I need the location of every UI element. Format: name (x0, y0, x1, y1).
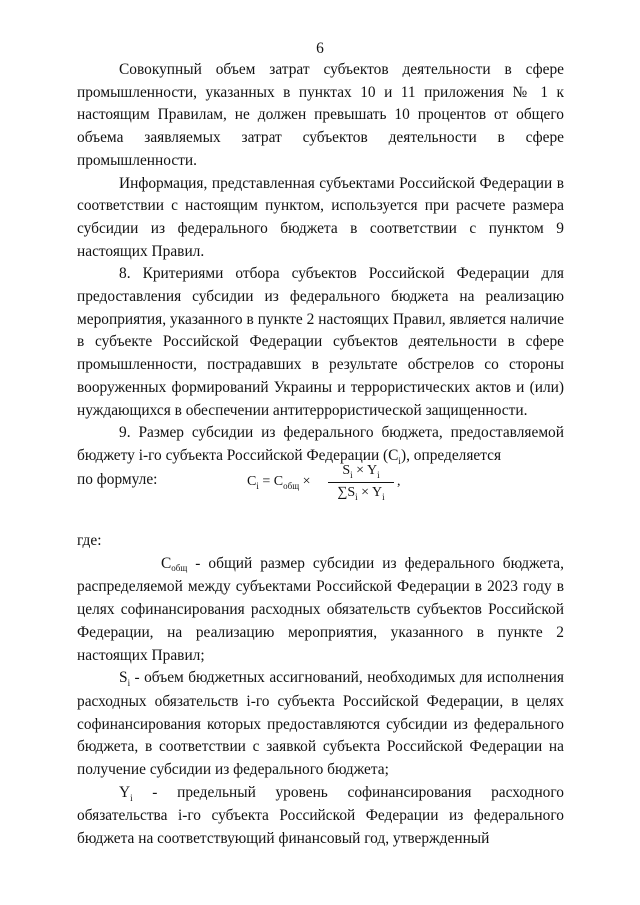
definition-y-i-subscript: i (130, 792, 133, 803)
formula-sigma: ∑ (337, 485, 348, 500)
paragraph-total-costs: Совокупный объем затрат субъектов деятельности в сфере промышленности, указанных в пунктах 10 и 11 приложения № 1 к настоящим Правилам, не должен превышать 10 процентов от общего объема заявляемых затрат субъектов деятельности в сфере промышленности. (77, 61, 564, 169)
definition-y-i-text: - предельный уровень софинансирования расходного обязательства i-го субъекта Российской Федерации из федерального бюджета на соответствующий финансовый год, утвержденный (77, 783, 564, 848)
formula-den-y-subscript: i (382, 492, 385, 502)
paragraph-subsidy-size-text: 9. Размер субсидии из федерального бюджета, предоставляемой бюджету i-го субъекта Российской Федерации (C (77, 424, 564, 464)
definition-c-total-text: - общий размер субсидии из федерального бюджета, распределяемой между субъектами Российской Федерации в 2023 году в целях софинансирования расходных обязательств субъектов Российской Федерации, на реализацию мероприятия, указанного в пункте 2 настоящих Правил; (77, 554, 564, 664)
body-text-definitions (77, 530, 564, 851)
formula-comma: , (397, 474, 401, 489)
page-number: 6 (316, 40, 324, 57)
definition-y-i-letter: Y (119, 783, 131, 801)
formula-numerator (328, 463, 394, 481)
formula-ci-symbol: C (247, 474, 257, 489)
formula-num-y-subscript: i (377, 470, 380, 480)
formula-den-times: × (361, 485, 370, 500)
definition-c-total-letter: C (161, 554, 172, 572)
formula-den-s-subscript: i (355, 492, 358, 502)
definition-c-total-subscript: общ (171, 562, 188, 573)
paragraph-subsidy-size-tail: ), определяется (400, 446, 502, 464)
paragraph-selection-criteria: 8. Критериями отбора субъектов Российской Федерации для предоставления субсидии из федерального бюджета на реализацию мероприятия, указанного в пункте 2 настоящих Правил, является наличие в субъекте Российской Федерации субъектов деятельности в сфере промышленности, пострадавших в результате обстрелов со стороны вооруженных формирований Украины и террористических актов и (или) нуждающихся в обеспечении антитеррористической защищенности. (77, 265, 564, 419)
subsidy-formula (247, 460, 407, 510)
formula-c-symbol: C (273, 474, 284, 489)
definition-y-i (77, 782, 564, 851)
formula-den-y: Y (372, 485, 383, 500)
formula-fraction-bar (328, 482, 394, 483)
paragraph-subsidy-size-subscript: i (398, 455, 401, 466)
formula-den-s: S (347, 485, 356, 500)
definition-s-i-letter: S (119, 669, 128, 687)
formula-num-times: × (356, 463, 365, 478)
formula-c-subscript: общ (283, 481, 300, 491)
formula-ci-subscript: i (256, 481, 259, 491)
formula-denominator (328, 485, 394, 501)
definition-s-i-text: - объем бюджетных ассигнований, необходимых для исполнения расходных обязательств i-го субъекта Российской Федерации, в целях софинансирования которых предоставляются субсидии из федерального бюджета, в соответствии с заявкой субъекта Российской Федерации на получение субсидии из федерального бюджета; (77, 669, 564, 779)
formula-left-side (247, 474, 311, 490)
formula-num-s-subscript: i (350, 470, 353, 480)
formula-times: × (302, 474, 311, 489)
definition-s-i-subscript: i (127, 678, 131, 689)
paragraph-by-formula: по формуле: (77, 470, 158, 488)
formula-equals: = (262, 474, 271, 489)
where-label: где: (77, 532, 102, 549)
formula-num-y: Y (367, 463, 378, 478)
definition-c-total-symbol (119, 553, 187, 577)
definition-s-i (77, 667, 564, 782)
paragraph-information-use: Информация, представленная субъектами Российской Федерации в соответствии с настоящим пунктом, используется при расчете размера субсидии из федерального бюджета в соответствии с пунктом 9 настоящих Правил. (77, 174, 564, 260)
formula-num-s: S (342, 463, 351, 478)
formula-fraction (328, 463, 394, 501)
definition-c-total (77, 553, 564, 668)
body-text-top (77, 59, 564, 491)
